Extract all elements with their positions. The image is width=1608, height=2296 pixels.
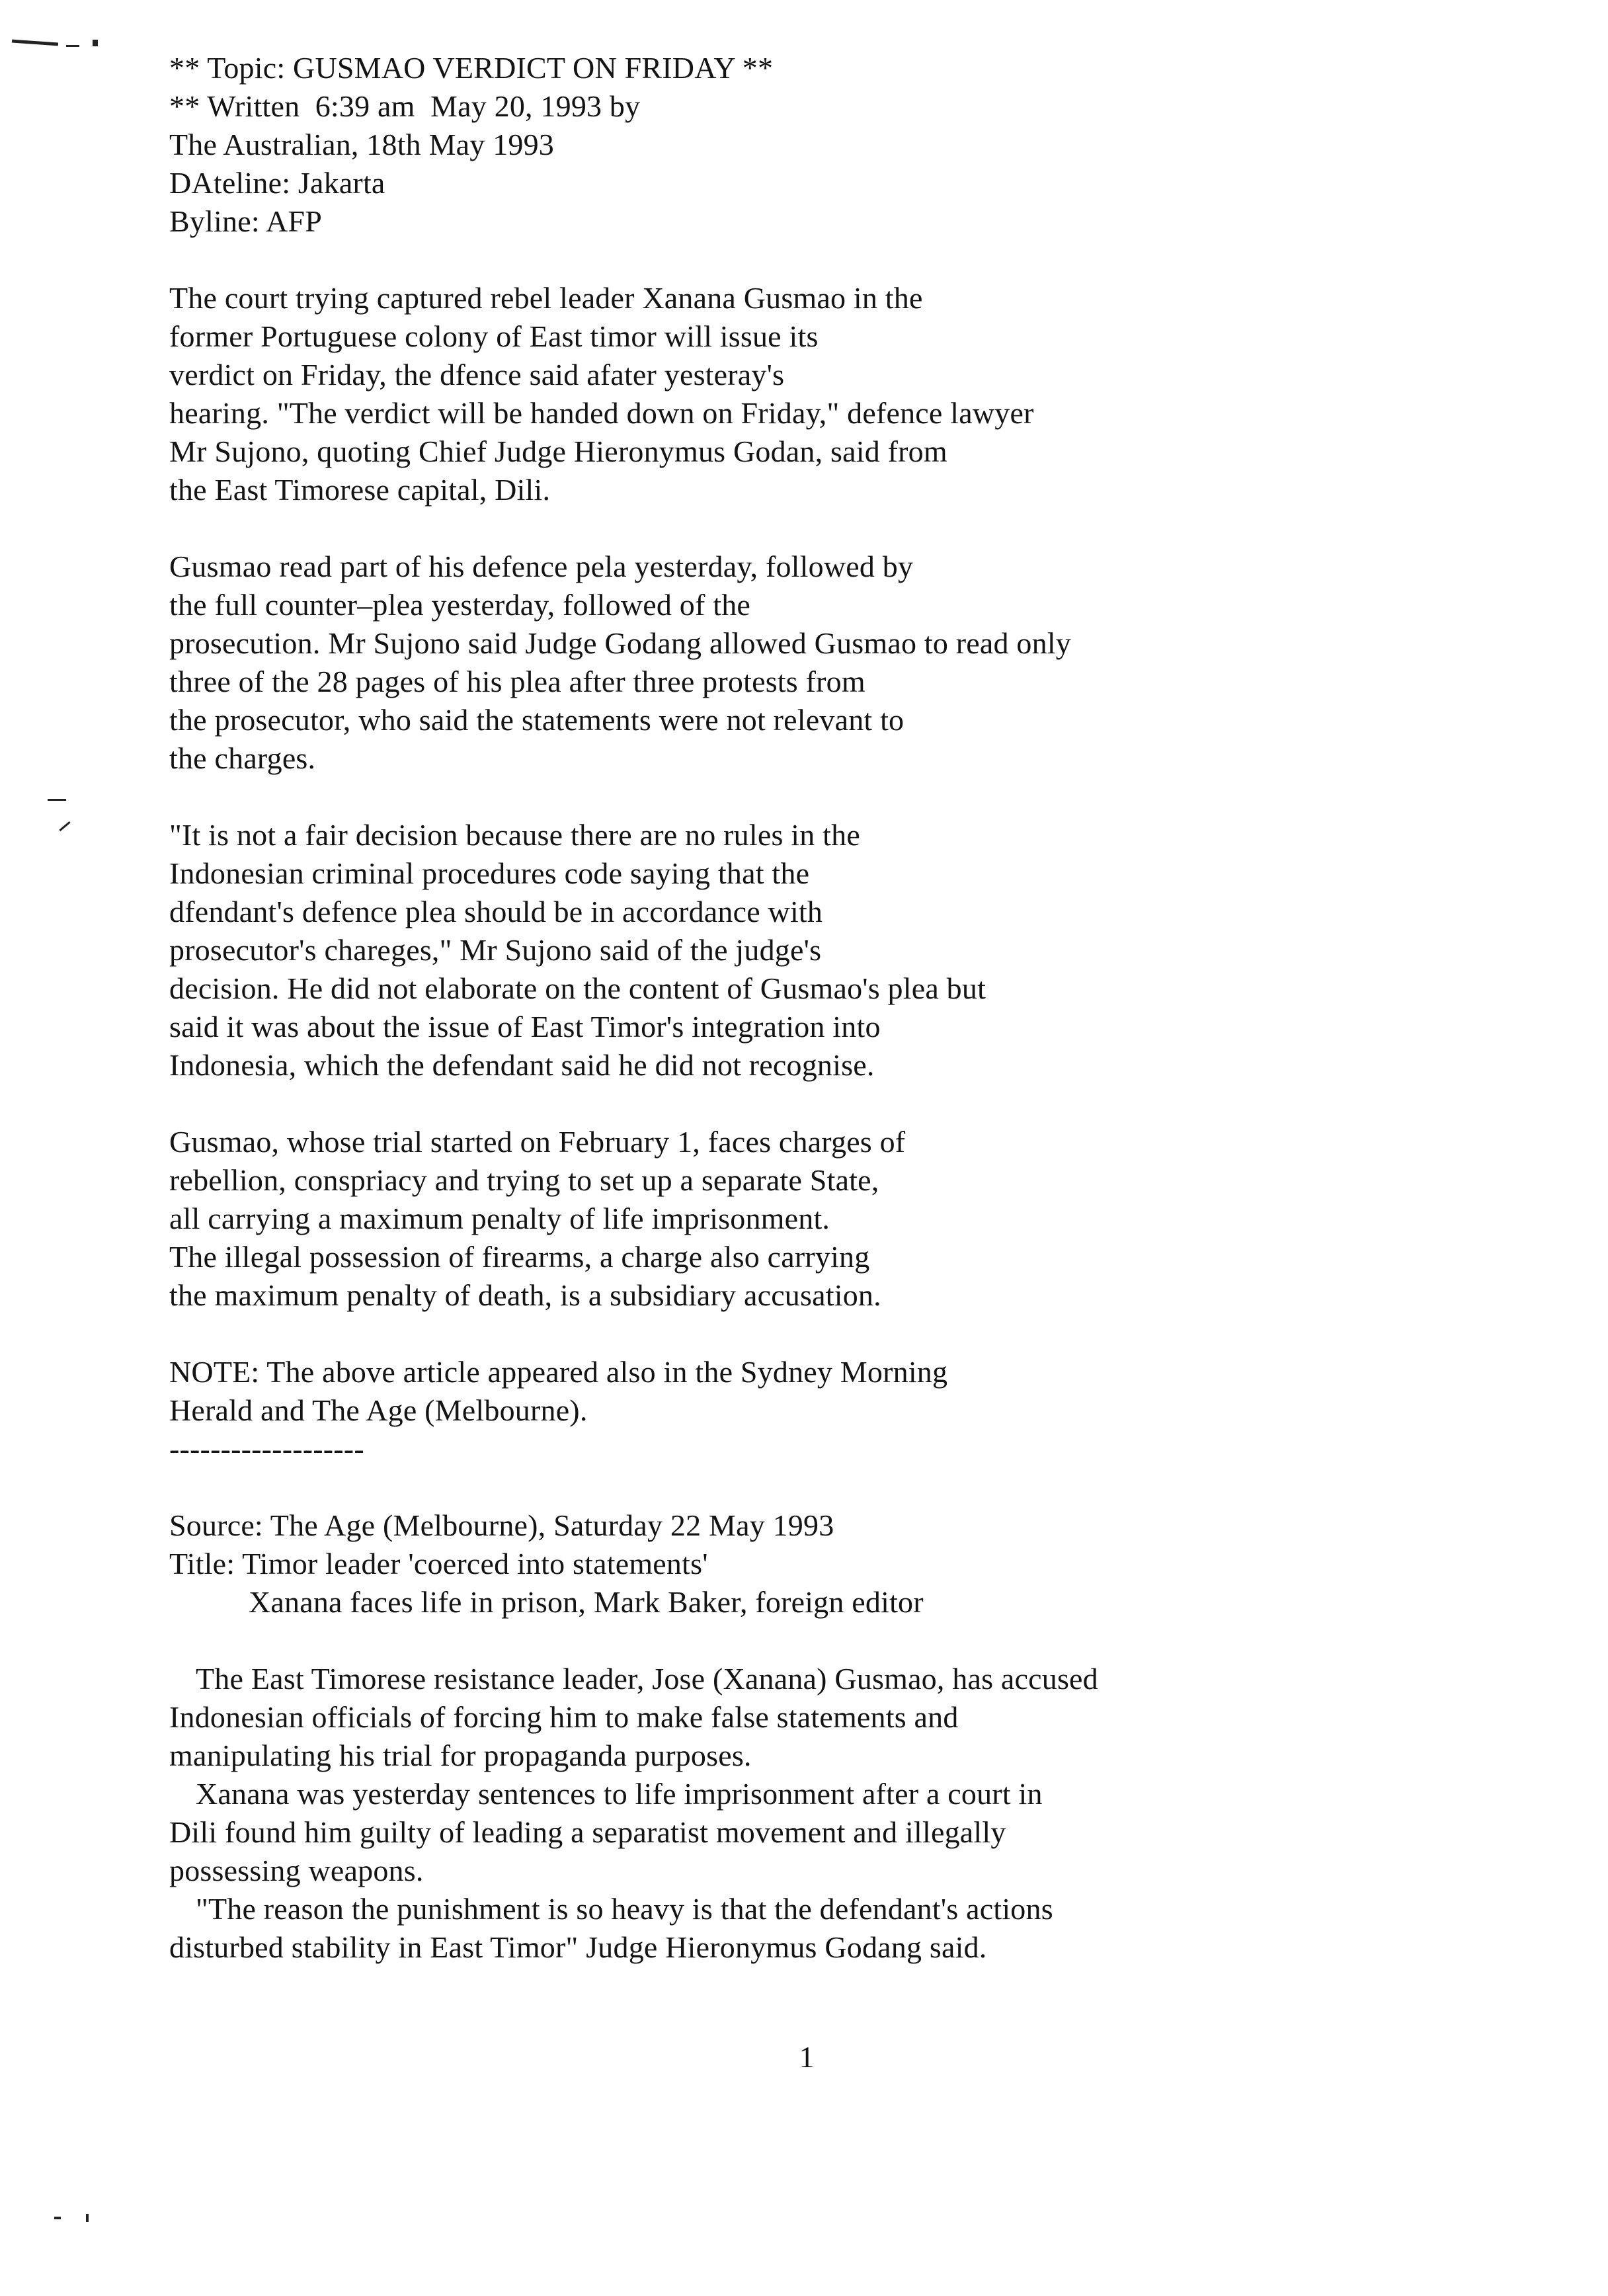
scan-mark-bottom-left-2 [86, 2214, 89, 2222]
article2-title: Title: Timor leader 'coerced into statements' [169, 1547, 708, 1580]
article2-source: Source: The Age (Melbourne), Saturday 22 May 1993 [169, 1508, 834, 1542]
article1-para2-line: prosecution. Mr Sujono said Judge Godang allowed Gusmao to read only [169, 626, 1071, 660]
separator-dashes: ------------------- [169, 1432, 364, 1465]
article1-para3-line: Indonesian criminal procedures code saying that the [169, 856, 810, 890]
article1-para1-line: the East Timorese capital, Dili. [169, 473, 551, 507]
article1-para1-line: former Portuguese colony of East timor will issue its [169, 319, 819, 353]
article1-note-line: Herald and The Age (Melbourne). [169, 1393, 588, 1427]
header-publication: The Australian, 18th May 1993 [169, 128, 554, 161]
header-dateline: DAteline: Jakarta [169, 166, 385, 200]
article1-para4-line: rebellion, conspriacy and trying to set up a separate State, [169, 1163, 879, 1197]
scan-mark-left-tick [59, 821, 70, 831]
article1-para4-line: all carrying a maximum penalty of life imprisonment. [169, 1202, 830, 1235]
article1-para3-line: decision. He did not elaborate on the content of Gusmao's plea but [169, 971, 986, 1005]
article1-para1-line: verdict on Friday, the dfence said afater yesteray's [169, 358, 785, 391]
article2-para3-line: "The reason the punishment is so heavy is that the defendant's actions [196, 1892, 1053, 1926]
article2-para1-line: Indonesian officials of forcing him to make false statements and [169, 1700, 959, 1734]
header-byline: Byline: AFP [169, 204, 322, 238]
article1-para3-line: prosecutor's chareges," Mr Sujono said of the judge's [169, 933, 822, 967]
article1-para2-line: the charges. [169, 741, 316, 775]
page-number: 1 [799, 2040, 815, 2074]
article1-para3-line: dfendant's defence plea should be in accordance with [169, 895, 823, 928]
article2-subtitle: Xanana faces life in prison, Mark Baker, foreign editor [249, 1585, 924, 1619]
article1-para4-line: Gusmao, whose trial started on February 1, faces charges of [169, 1125, 906, 1159]
scan-mark-top-left-dash [66, 45, 79, 47]
article1-para3-line: "It is not a fair decision because there are no rules in the [169, 818, 860, 852]
article1-note-line: NOTE: The above article appeared also in the Sydney Morning [169, 1355, 948, 1389]
article1-para2-line: Gusmao read part of his defence pela yesterday, followed by [169, 550, 914, 583]
scan-mark-left-dash [48, 799, 66, 801]
article2-para1-line: manipulating his trial for propaganda purposes. [169, 1739, 752, 1772]
article1-para1-line: The court trying captured rebel leader Xanana Gusmao in the [169, 281, 923, 315]
article1-para4-line: the maximum penalty of death, is a subsidiary accusation. [169, 1278, 881, 1312]
article1-para1-line: Mr Sujono, quoting Chief Judge Hieronymus Godan, said from [169, 434, 947, 468]
scan-mark-top-left [12, 40, 58, 46]
scan-mark-top-left-dot [93, 40, 98, 46]
article1-para2-line: the prosecutor, who said the statements were not relevant to [169, 703, 904, 737]
article2-para1-line: The East Timorese resistance leader, Jose (Xanana) Gusmao, has accused [196, 1662, 1098, 1696]
article1-para2-line: three of the 28 pages of his plea after three protests from [169, 665, 865, 698]
header-written: ** Written 6:39 am May 20, 1993 by [169, 89, 641, 123]
article1-para3-line: said it was about the issue of East Timor's integration into [169, 1010, 881, 1044]
article2-para2-line: possessing weapons. [169, 1854, 424, 1887]
article1-para2-line: the full counter–plea yesterday, followed of the [169, 588, 751, 622]
article2-para2-line: Dili found him guilty of leading a separatist movement and illegally [169, 1815, 1006, 1849]
article2-para2-line: Xanana was yesterday sentences to life imprisonment after a court in [196, 1777, 1043, 1811]
article1-para1-line: hearing. "The verdict will be handed down on Friday," defence lawyer [169, 396, 1034, 430]
article1-para3-line: Indonesia, which the defendant said he did not recognise. [169, 1048, 875, 1082]
header-topic: ** Topic: GUSMAO VERDICT ON FRIDAY ** [169, 51, 774, 85]
article1-para4-line: The illegal possession of firearms, a charge also carrying [169, 1240, 870, 1274]
article2-para3-line: disturbed stability in East Timor" Judge Hieronymus Godang said. [169, 1930, 987, 1964]
scan-mark-bottom-left [54, 2217, 61, 2219]
